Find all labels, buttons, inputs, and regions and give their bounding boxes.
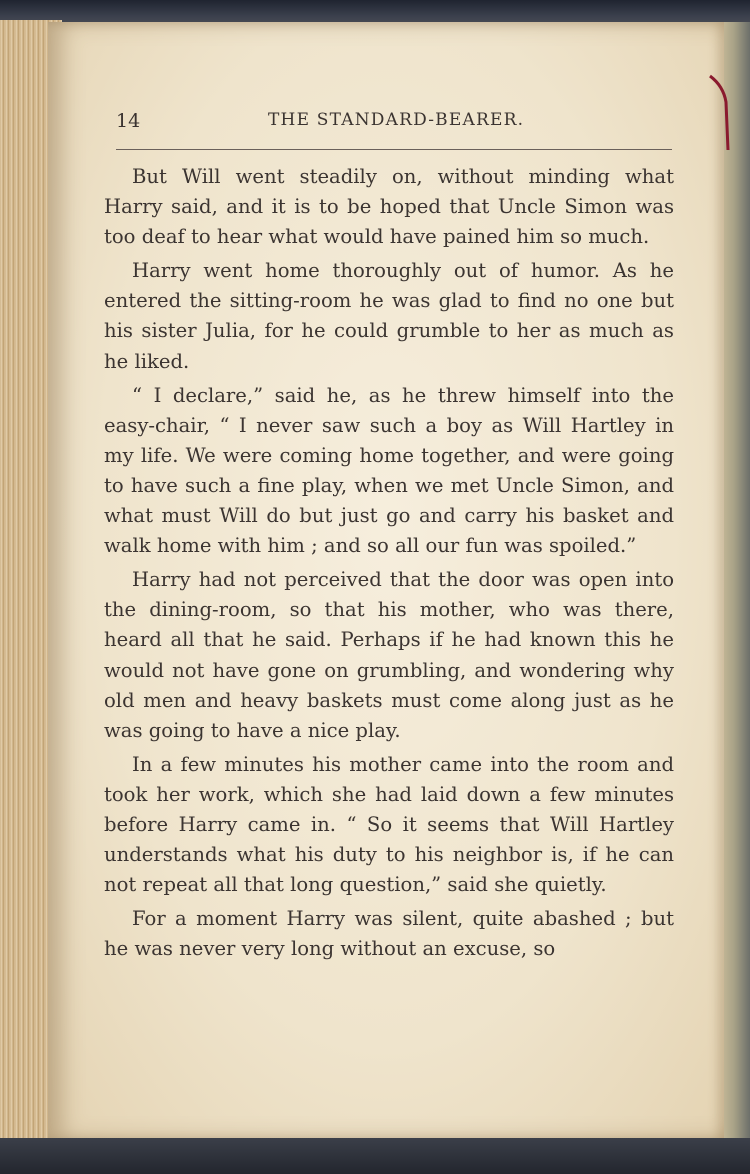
header-rule [116,149,672,150]
paragraph: But Will went steadily on, without minding what Harry said, and it is to be hoped that Uncle Simon was too deaf to hear what would have pained him so much. [104,165,674,249]
page-number: 14 [116,110,141,132]
paragraph: For a moment Harry was silent, quite abashed ; but he was never very long without an excuse, so [104,907,674,961]
paragraph: Harry went home thoroughly out of humor. As he entered the sitting-room he was glad to find no one but his sister Julia, for he could grumble to her as much as he liked. [104,259,674,373]
paragraph: In a few minutes his mother came into the room and took her work, which she had laid down a few minutes before Harry came in. “ So it seems that Will Hartley understands what his duty to his neighbor is, if he can not repeat all that long question,” said she quietly. [104,752,674,897]
page-header [116,110,672,140]
paragraph: “ I declare,” said he, as he threw himself into the easy-chair, “ I never saw such a boy as Will Hartley in my life. We were coming home together, and were going to have such a fine play, when we met Uncle Simon, and what must Will do but just go and carry his basket and walk home with him ; and so all our fun was spoiled.” [104,383,674,558]
paragraph: Harry had not perceived that the door was open into the dining-room, so that his mother, who was there, heard all that he said. Perhaps if he had known this he would not have gone on grumbling, and wondering why old men and heavy baskets must come along just as he was going to have a nice play. [104,568,674,742]
page-body [104,162,674,968]
book-bottom-edge [0,1138,750,1174]
bookmark-ribbon [708,72,732,152]
running-head: THE STANDARD-BEARER. [268,110,525,130]
